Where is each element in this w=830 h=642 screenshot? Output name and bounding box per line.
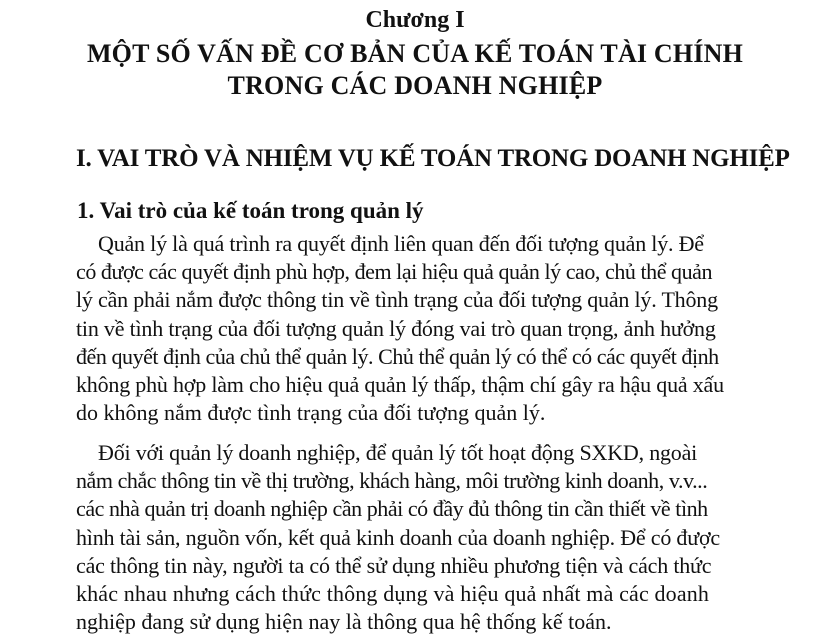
paragraph-line: đến quyết định của chủ thể quản lý. Chủ thể quản lý có thể có các quyết định bbox=[76, 343, 719, 369]
paragraph-line: không phù hợp làm cho hiệu quả quản lý thấp, thậm chí gây ra hậu quả xấu bbox=[76, 372, 724, 398]
chapter-title-line-2: TRONG CÁC DOANH NGHIỆP bbox=[227, 71, 603, 100]
chapter-label: Chương I bbox=[365, 7, 465, 33]
paragraph-line: các nhà quản trị doanh nghiệp cần phải có đầy đủ thông tin cần thiết về tình bbox=[76, 496, 708, 522]
subsection-heading: 1. Vai trò của kế toán trong quản lý bbox=[77, 198, 424, 223]
paragraph-line: Quản lý là quá trình ra quyết định liên quan đến đối tượng quản lý. Để bbox=[98, 231, 704, 256]
paragraph-line: nắm chắc thông tin về thị trường, khách hàng, môi trường kinh doanh, v.v... bbox=[76, 468, 708, 494]
paragraph-line: các thông tin này, người ta có thể sử dụng nhiều phương tiện và cách thức bbox=[76, 552, 712, 578]
paragraph-line: khác nhau nhưng cách thức thông dụng và hiệu quả nhất mà các doanh bbox=[76, 581, 710, 607]
paragraph-line: có được các quyết định phù hợp, đem lại hiệu quả quản lý cao, chủ thể quản bbox=[76, 259, 713, 285]
paragraph-line: Đối với quản lý doanh nghiệp, để quản lý tốt hoạt động SXKD, ngoài bbox=[98, 440, 698, 465]
section-heading: I. VAI TRÒ VÀ NHIỆM VỤ KẾ TOÁN TRONG DOANH NGHIỆP bbox=[76, 145, 790, 172]
paragraph-management-role bbox=[76, 230, 796, 427]
paragraph-line: do không nắm được tình trạng của đối tượng quản lý. bbox=[76, 400, 546, 426]
paragraph-line: hình tài sản, nguồn vốn, kết quả kinh doanh của doanh nghiệp. Để có được bbox=[76, 524, 720, 550]
paragraph-line: nghiệp đang sử dụng hiện nay là thông qua hệ thống kế toán. bbox=[76, 609, 612, 635]
chapter-title-line-1: MỘT SỐ VẤN ĐỀ CƠ BẢN CỦA KẾ TOÁN TÀI CHÍNH bbox=[86, 39, 744, 68]
paragraph-line: tin về tình trạng của đối tượng quản lý đóng vai trò quan trọng, ảnh hưởng bbox=[76, 315, 716, 341]
paragraph-enterprise-management bbox=[76, 439, 796, 636]
paragraph-line: lý cần phải nắm được thông tin về tình trạng của đối tượng quản lý. Thông bbox=[76, 287, 718, 313]
